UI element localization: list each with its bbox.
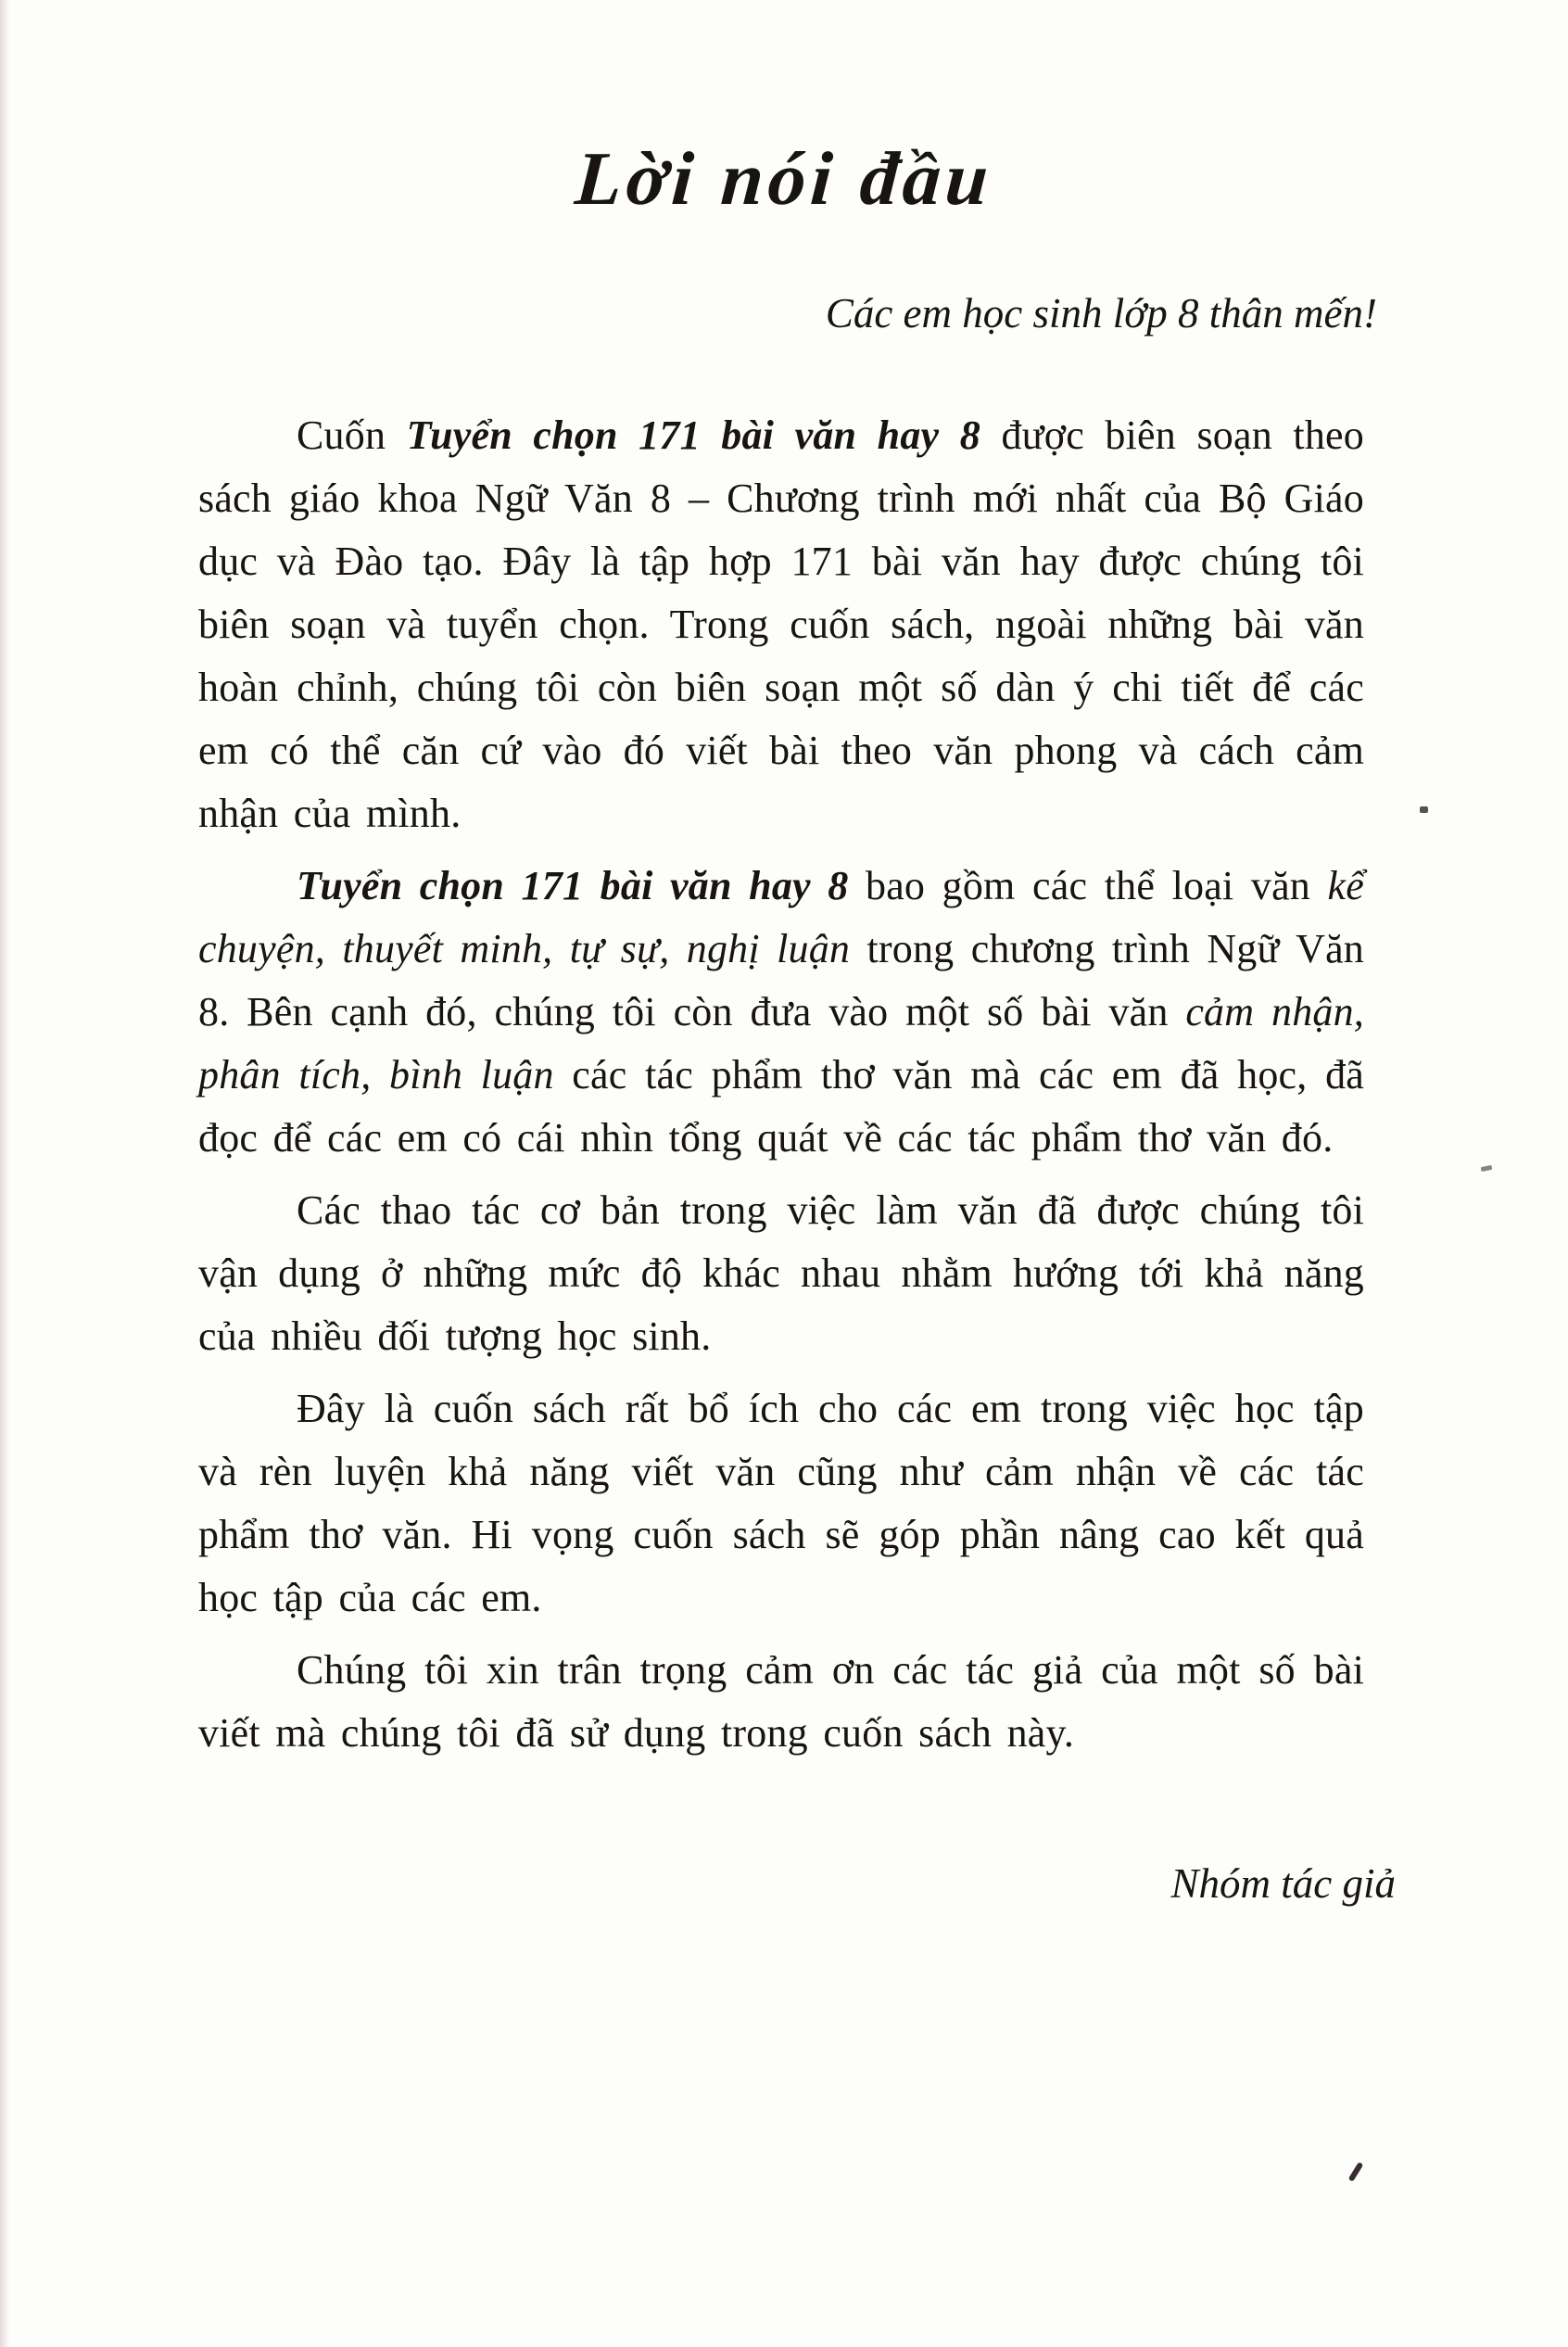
text-run: trong chương trình Ngữ Văn 8. Bên cạnh đó, chúng tôi còn đưa vào một số bài văn <box>198 925 1365 1034</box>
text-run: Chúng tôi xin trân trọng cảm ơn các tác giả của một số bài viết mà chúng tôi đã sử dụng trong cuốn sách này. <box>198 1646 1364 1756</box>
text-run: Các thao tác cơ bản trong việc làm văn đã được chúng tôi vận dụng ở những mức độ khác nhau nhằm hướng tới khả năng của nhiều đối tượng học sinh. <box>198 1186 1364 1359</box>
text-run: được biên soạn theo sách giáo khoa Ngữ Văn 8 – Chương trình mới nhất của Bộ Giáo dục và Đào tạo. Đây là tập hợp 171 bài văn hay được chúng tôi biên soạn và tuyển chọn. Trong cuốn sách, ngoài những bài văn hoàn chỉnh, chúng tôi còn biên soạn một số dàn ý chi tiết để các em có thể căn cứ vào đó viết bài theo văn phong và cách cảm nhận của mình. <box>198 412 1364 836</box>
paragraph <box>198 1639 1364 1765</box>
paragraph <box>198 404 1364 845</box>
scan-speck <box>1420 806 1428 813</box>
book-title-emphasis: Tuyển chọn 171 bài văn hay 8 <box>297 862 849 908</box>
text-run: Đây là cuốn sách rất bổ ích cho các em trong việc học tập và rèn luyện khả năng viết văn cũng như cảm nhận về các tác phẩm thơ văn. Hi vọng cuốn sách sẽ góp phần nâng cao kết quả học tập của các em. <box>198 1385 1364 1620</box>
text-run: các tác phẩm thơ văn mà các em đã học, đã đọc để các em có cái nhìn tổng quát về các tác phẩm thơ văn đó. <box>198 1051 1364 1161</box>
salutation-line: Các em học sinh lớp 8 thân mến! <box>825 290 1377 337</box>
genre-list-emphasis: kể chuyện, thuyết minh, tự sự, nghị luận <box>198 862 1364 971</box>
author-signature: Nhóm tác giả <box>1170 1859 1396 1907</box>
scan-speck <box>1348 2162 1364 2182</box>
text-run: bao gồm các thể loại văn <box>848 862 1328 908</box>
paragraph <box>198 855 1364 1170</box>
paragraph <box>198 1179 1364 1368</box>
text-run: Cuốn <box>297 412 407 458</box>
book-title-emphasis: Tuyển chọn 171 bài văn hay 8 <box>406 412 980 458</box>
body-paragraphs <box>0 404 1568 1765</box>
scan-edge-shadow <box>0 0 9 2347</box>
page-title: Lời nói đầu <box>572 136 996 221</box>
genre-list-emphasis: cảm nhận, phân tích, bình luận <box>198 988 1364 1097</box>
paragraph <box>198 1377 1364 1630</box>
